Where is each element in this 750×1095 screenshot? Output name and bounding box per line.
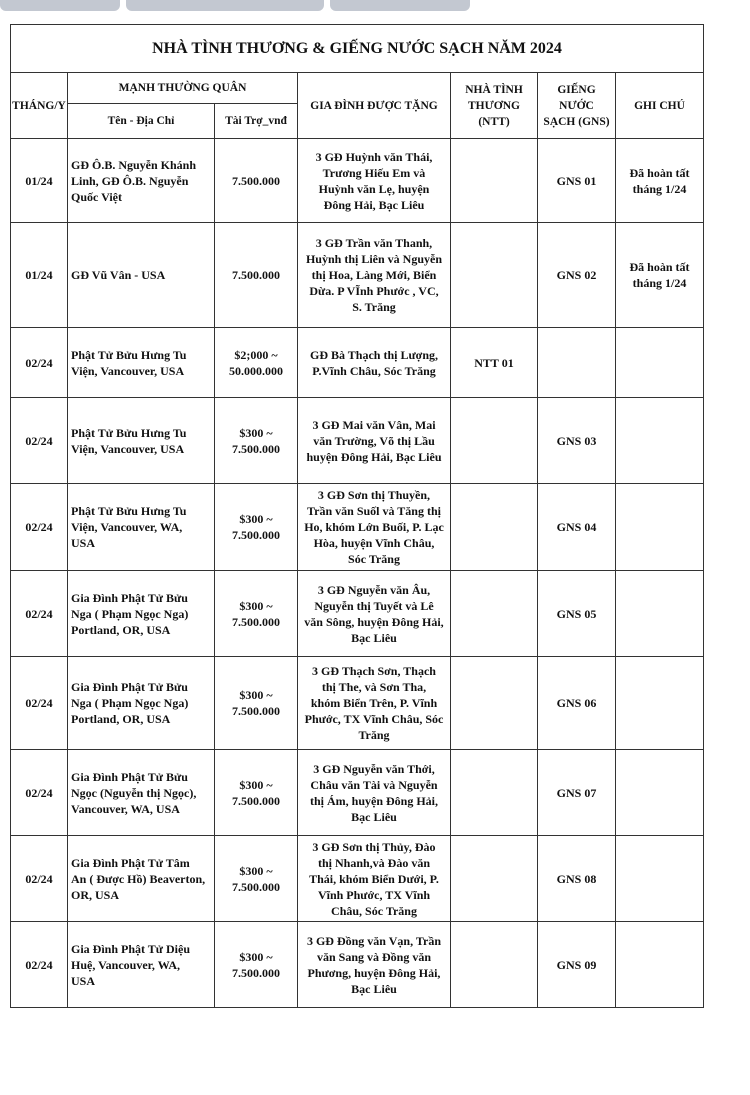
text-line: Phật Tử Bửu Hưng Tu [71,425,187,440]
text-line: Quốc Việt [71,189,122,204]
gns-cell: GNS 02 [538,223,616,328]
ntt-cell [451,223,538,328]
text-line: văn Trường, Võ thị Lầu [313,433,435,448]
ntt-cell [451,139,538,223]
text-line: Portland, OR, USA [71,712,171,726]
funding-cell [215,571,298,657]
funding-cell [215,657,298,750]
text-line: 3 GĐ Nguyễn văn Âu, [317,582,431,597]
table-title: NHÀ TÌNH THƯƠNG & GIẾNG NƯỚC SẠCH NĂM 2024 [11,25,704,73]
text-line: thị Hoa, Làng Mới, Biển [311,268,437,282]
text-line: $2;000 ~ [234,347,278,362]
text-line: Phước, TX Vĩnh Châu, Sóc [304,712,444,726]
ntt-cell: NTT 01 [451,328,538,398]
table-row [11,657,704,750]
table-row [11,922,704,1008]
ntt-cell [451,836,538,922]
ntt-cell [451,484,538,571]
donor-cell [68,657,215,750]
funding-cell [215,750,298,836]
recipient-cell [298,139,451,223]
donor-cell [68,223,215,328]
table-row [11,750,704,836]
recipient-cell [298,571,451,657]
text-line: $300 ~ [239,688,273,702]
gns-cell: GNS 05 [538,571,616,657]
text-line: $300 ~ [239,425,273,440]
toolbar-tab[interactable] [0,0,120,11]
text-line: Châu, Sóc Trăng [331,903,417,918]
note-cell [616,657,704,750]
text-line: GIẾNG [557,83,596,96]
text-line: Đông Hải, Bạc Liêu [323,197,425,212]
text-line: 7.500.000 [232,614,280,629]
text-line: Phật Tử Bửu Hưng Tu [71,504,187,518]
text-line: thị Nhanh,và Đào văn [317,855,431,870]
text-line: Đã hoàn tất [629,260,690,274]
ntt-cell [451,398,538,484]
table-row [11,484,704,571]
text-line: $300 ~ [239,863,273,878]
funding-cell [215,836,298,922]
text-line: khóm Biển Trên, P. Vĩnh [310,696,438,710]
text-line: Gia Đình Phật Tử Bửu [71,590,188,605]
text-line: USA [71,536,96,550]
donor-cell [68,836,215,922]
funding-cell [215,398,298,484]
recipient-cell [298,657,451,750]
text-line: SẠCH (GNS) [543,115,610,128]
funding-cell [215,922,298,1008]
donor-cell [68,398,215,484]
text-line: Gia Đình Phật Tử Bửu [71,680,188,694]
recipient-cell [298,922,451,1008]
table-row [11,328,704,398]
toolbar-tab[interactable] [126,0,324,11]
table-row [11,836,704,922]
month-cell: 02/24 [11,398,68,484]
text-line: Ho, khóm Lớn Buối, P. Lạc [304,520,444,534]
month-cell: 02/24 [11,836,68,922]
text-line: 7.500.000 [232,965,280,980]
note-cell [616,571,704,657]
text-line: Huỳnh thị Liên và Nguyễn [305,252,443,266]
text-line: 7.500.000 [232,704,280,718]
text-line: 3 GĐ Nguyễn văn Thới, [313,761,435,776]
text-line: 3 GĐ Đồng văn Vạn, Trần [306,933,442,948]
donor-cell [68,571,215,657]
text-line: Ngọc (Nguyễn thị Ngọc), [71,785,197,800]
table-body [11,139,704,1008]
toolbar-tab[interactable] [330,0,470,11]
month-cell: 02/24 [11,484,68,571]
note-cell [616,328,704,398]
text-line: P.Vĩnh Châu, Sóc Trăng [312,363,436,378]
recipient-cell [298,750,451,836]
gns-cell: GNS 09 [538,922,616,1008]
text-line: 7.500.000 [232,441,280,456]
text-line: Nguyễn thị Tuyết và Lê [314,598,434,613]
ntt-cell [451,571,538,657]
text-line: 50.000.000 [229,363,283,378]
text-line: Viện, Vancouver, WA, [71,520,183,534]
gns-cell: GNS 07 [538,750,616,836]
donor-cell [68,484,215,571]
text-line: Trăng [358,728,390,742]
gns-cell: GNS 06 [538,657,616,750]
text-line: $300 ~ [239,777,273,792]
donation-table [10,24,704,1008]
header-name-address: Tên - Địa Chỉ [68,104,215,139]
top-toolbar [0,0,750,14]
text-line: 7.500.000 [232,793,280,808]
text-line: Gia Đình Phật Tử Diệu [71,941,191,956]
gns-cell [538,328,616,398]
text-line: THƯƠNG [468,99,520,112]
text-line: Portland, OR, USA [71,622,171,637]
funding-cell [215,139,298,223]
text-line: Thái, khóm Biển Dưới, P. [309,871,439,886]
gns-cell: GNS 04 [538,484,616,571]
text-line: Viện, Vancouver, USA [71,363,185,378]
table-row [11,398,704,484]
text-line: 3 GĐ Sơn thị Thủy, Đào [312,839,436,854]
text-line: tháng 1/24 [632,276,687,290]
text-line: $300 ~ [239,512,273,526]
text-line: Phật Tử Bửu Hưng Tu [71,347,187,362]
text-line: Phương, huyện Đông Hải, [307,965,441,980]
text-line: An ( Được Hồ) Beaverton, [71,871,206,886]
recipient-cell [298,328,451,398]
text-line: 7.500.000 [232,879,280,894]
text-line: OR, USA [71,887,120,902]
text-line: Huệ, Vancouver, WA, [71,957,181,972]
text-line: Hòa, huyện Vĩnh Châu, [313,536,435,550]
text-line: Bạc Liêu [351,809,397,824]
month-cell: 02/24 [11,922,68,1008]
text-line: Vancouver, WA, USA [71,801,180,816]
text-line: Trần văn Suốl và Tăng thị [307,504,441,518]
text-line: Gia Đình Phật Tử Bửu [71,769,188,784]
text-line: Châu văn Tài và Nguyễn [310,777,438,792]
recipient-cell [298,398,451,484]
text-line: 7.500.000 [232,528,280,542]
text-line: (NTT) [478,115,510,128]
text-line: 3 GĐ Trần văn Thanh, [315,236,433,250]
recipient-cell [298,484,451,571]
note-cell [616,750,704,836]
text-line: Huỳnh văn Lẹ, huyện [318,181,430,196]
text-line: 7.500.000 [232,268,280,282]
header-notes: GHI CHÚ [616,73,704,139]
month-cell: 02/24 [11,571,68,657]
text-line: Gia Đình Phật Tử Tâm [71,855,190,870]
text-line: USA [71,973,96,988]
donor-cell [68,922,215,1008]
gns-cell: GNS 08 [538,836,616,922]
funding-cell [215,484,298,571]
text-line: $300 ~ [239,598,273,613]
text-line: 3 GĐ Thạch Sơn, Thạch [312,664,436,678]
table-row [11,223,704,328]
text-line: NƯỚC [559,99,594,112]
note-cell [616,139,704,223]
text-line: GĐ Vũ Vân - USA [71,268,166,282]
note-cell [616,223,704,328]
text-line: văn Sông, huyện Đông Hải, [304,614,444,629]
note-cell [616,398,704,484]
text-line: 3 GĐ Huỳnh văn Thái, [315,149,433,164]
text-line: Nga ( Phạm Ngọc Nga) [71,606,189,621]
donor-cell [68,750,215,836]
text-line: $300 ~ [239,949,273,964]
header-funding: Tài Trợ_vnđ [215,104,298,139]
header-month: THÁNG/Y [11,73,68,139]
header-ntt [451,73,538,139]
funding-cell [215,223,298,328]
text-line: Bạc Liêu [351,630,397,645]
text-line: Đã hoàn tất [629,165,690,180]
text-line: Nga ( Phạm Ngọc Nga) [71,696,189,710]
recipient-cell [298,223,451,328]
month-cell: 01/24 [11,139,68,223]
ntt-cell [451,657,538,750]
text-line: tháng 1/24 [632,181,687,196]
text-line: thị The, và Sơn Tha, [321,680,427,694]
gns-cell: GNS 01 [538,139,616,223]
text-line: huyện Đông Hải, Bạc Liêu [306,449,442,464]
text-line: văn Sang và Đồng văn [316,949,432,964]
text-line: GĐ Ô.B. Nguyễn Khánh [71,157,197,172]
month-cell: 02/24 [11,657,68,750]
ntt-cell [451,922,538,1008]
month-cell: 02/24 [11,328,68,398]
donor-cell [68,139,215,223]
text-line: Sóc Trăng [348,552,400,566]
text-line: NHÀ TÌNH [465,83,523,96]
text-line: Trương Hiếu Em và [322,165,426,180]
header-recipient: GIA ĐÌNH ĐƯỢC TẶNG [298,73,451,139]
text-line: thị Ám, huyện Đông Hải, [309,793,439,808]
text-line: Viện, Vancouver, USA [71,441,185,456]
text-line: 3 GĐ Sơn thị Thuyền, [317,488,431,502]
text-line: 7.500.000 [232,173,280,188]
text-line: 3 GĐ Mai văn Vân, Mai [312,417,436,432]
text-line: Vĩnh Phước, TX Vĩnh [317,887,431,902]
donor-cell [68,328,215,398]
note-cell [616,836,704,922]
recipient-cell [298,836,451,922]
table-row [11,571,704,657]
note-cell [616,484,704,571]
header-donor-group: MẠNH THƯỜNG QUÂN [68,73,298,104]
gns-cell: GNS 03 [538,398,616,484]
table-row [11,139,704,223]
note-cell [616,922,704,1008]
month-cell: 01/24 [11,223,68,328]
funding-cell [215,328,298,398]
text-line: GĐ Bà Thạch thị Lượng, [310,347,438,362]
ntt-cell [451,750,538,836]
text-line: Linh, GĐ Ô.B. Nguyễn [71,173,189,188]
month-cell: 02/24 [11,750,68,836]
header-gns [538,73,616,139]
text-line: S. Trăng [352,300,396,314]
text-line: Bạc Liêu [351,981,397,996]
text-line: Dừa. P VĨnh Phước , VC, [309,284,439,298]
